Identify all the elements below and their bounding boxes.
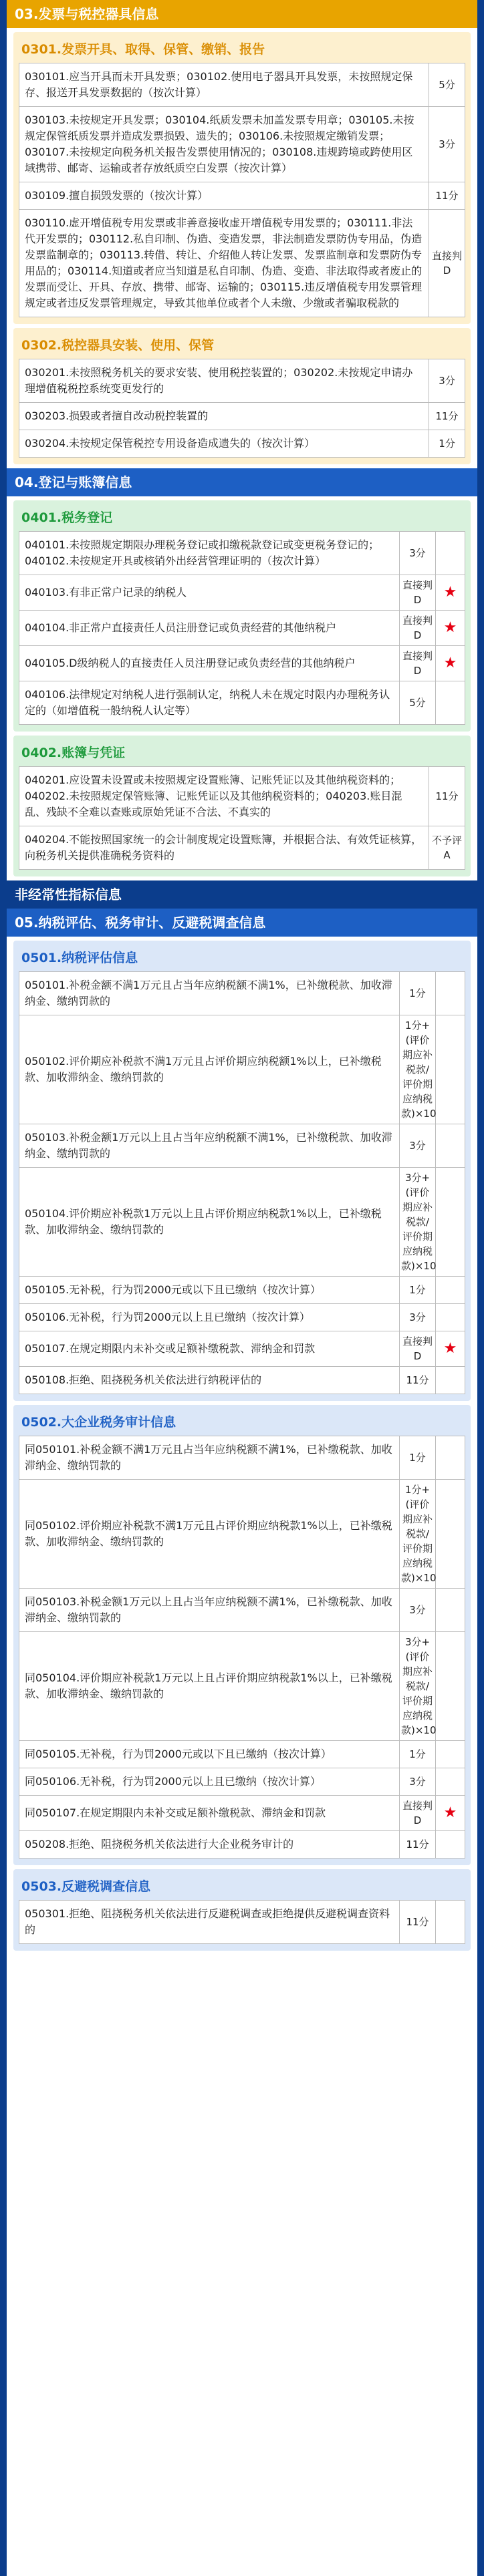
indicator-score: 3分: [400, 532, 436, 575]
star-icon: [436, 1901, 465, 1944]
section-0501: [13, 941, 471, 1401]
star-icon: [436, 532, 465, 575]
star-icon: [436, 1168, 465, 1277]
indicator-desc: 040204.不能按照国家统一的会计制度规定设置账簿，并根据合法、有效凭证核算，向税务机关提供准确税务资料的: [19, 826, 429, 870]
star-icon: ★: [436, 1331, 465, 1367]
table-row: [19, 63, 465, 107]
table-row: [19, 1015, 465, 1124]
indicator-score: 1分: [400, 1741, 436, 1768]
section-title-0301: 0301.发票开具、取得、保管、缴销、报告: [21, 42, 265, 57]
indicator-score: 3分+(评价期应补税款/评价期应纳税款)×10: [400, 1168, 436, 1277]
indicator-desc: 050108.拒绝、阻挠税务机关依法进行纳税评估的: [19, 1367, 400, 1394]
indicator-score: 1分: [400, 1277, 436, 1304]
table-row: [19, 1831, 465, 1859]
indicator-score: 3分: [429, 107, 465, 182]
indicator-desc: 030101.应当开具而未开具发票；030102.使用电子器具开具发票，未按照规定保存、报送开具发票数据的（按次计算）: [19, 63, 429, 107]
table-row: [19, 1589, 465, 1632]
star-icon: [436, 1589, 465, 1632]
indicator-desc: 同050105.无补税，行为罚2000元或以下且已缴纳（按次计算）: [19, 1741, 400, 1768]
indicator-table-0302: [19, 359, 465, 458]
indicator-desc: 030103.未按规定开具发票；030104.纸质发票未加盖发票专用章；030105.未按规定保管纸质发票并造成发票损毁、遗失的；030106.未按照规定缴销发票；030107.未按规定向税务机关报告发票使用情况的；030108.违规跨境或跨使用区域携带、邮寄、运输或者存放纸质空白发票（按次计算）: [19, 107, 429, 182]
star-icon: [436, 1741, 465, 1768]
star-icon: [436, 1124, 465, 1168]
star-icon: [436, 1436, 465, 1480]
indicator-score: 3分: [400, 1124, 436, 1168]
indicator-desc: 040101.未按照规定期限办理税务登记或扣缴税款登记或变更税务登记的；040102.未按规定开具或核销外出经营管理证明的（按次计算）: [19, 532, 400, 575]
content: [7, 0, 477, 2576]
indicator-score: 直接判D: [400, 575, 436, 611]
category-header-04: 04.登记与账簿信息: [7, 468, 477, 496]
indicator-desc: 050104.评价期应补税款1万元以上且占评价期应纳税款1%以上，已补缴税款、加收滞纳金、缴纳罚款的: [19, 1168, 400, 1277]
star-icon: [436, 972, 465, 1015]
table-row: [19, 107, 465, 182]
indicator-table-0402: [19, 766, 465, 870]
table-row: [19, 1632, 465, 1741]
table-row: [19, 532, 465, 575]
indicator-score: 直接判D: [400, 611, 436, 646]
indicator-desc: 030201.未按照税务机关的要求安装、使用税控装置的；030202.未按规定申请办理增值税税控系统变更发行的: [19, 359, 429, 403]
table-row: [19, 1124, 465, 1168]
indicator-table-0503: [19, 1900, 465, 1944]
star-icon: [436, 1304, 465, 1331]
star-icon: ★: [436, 1796, 465, 1831]
table-row: [19, 1901, 465, 1944]
section-0302: [13, 328, 471, 464]
table-row: [19, 767, 465, 826]
star-icon: ★: [436, 575, 465, 611]
indicator-desc: 040103.有非正常户记录的纳税人: [19, 575, 400, 611]
indicator-desc: 030109.擅自损毁发票的（按次计算）: [19, 182, 429, 210]
section-0402: [13, 736, 471, 876]
table-row: [19, 182, 465, 210]
indicator-table-0401: [19, 531, 465, 725]
section-0503: [13, 1869, 471, 1951]
table-row: [19, 575, 465, 611]
section-0401: [13, 500, 471, 732]
indicator-desc: 040106.法律规定对纳税人进行强制认定，纳税人未在规定时限内办理税务认定的（如增值税一般纳税人认定等）: [19, 681, 400, 725]
section-title-0402: 0402.账簿与凭证: [21, 746, 126, 760]
table-row: [19, 1741, 465, 1768]
star-icon: [436, 1367, 465, 1394]
indicator-score: 1分: [400, 972, 436, 1015]
table-row: [19, 826, 465, 870]
indicator-score: 1分: [429, 430, 465, 458]
indicator-score: 直接判D: [400, 1331, 436, 1367]
indicator-score: 直接判D: [400, 1796, 436, 1831]
section-0301: [13, 32, 471, 324]
indicator-score: 11分: [400, 1901, 436, 1944]
indicator-desc: 040105.D级纳税人的直接责任人员注册登记或负责经营的其他纳税户: [19, 646, 400, 681]
table-row: [19, 1796, 465, 1831]
indicator-score: 11分: [400, 1831, 436, 1859]
indicator-score: 3分: [400, 1304, 436, 1331]
indicator-desc: 050103.补税金额1万元以上且占当年应纳税额不满1%，已补缴税款、加收滞纳金、缴纳罚款的: [19, 1124, 400, 1168]
table-row: [19, 646, 465, 681]
indicator-desc: 050106.无补税，行为罚2000元以上且已缴纳（按次计算）: [19, 1304, 400, 1331]
indicator-score: 11分: [400, 1367, 436, 1394]
table-row: [19, 972, 465, 1015]
indicator-score: 1分+(评价期应补税款/评价期应纳税款)×10: [400, 1015, 436, 1124]
indicator-desc: 050208.拒绝、阻挠税务机关依法进行大企业税务审计的: [19, 1831, 400, 1859]
table-row: [19, 430, 465, 458]
table-row: [19, 1304, 465, 1331]
indicator-desc: 050102.评价期应补税款不满1万元且占评价期应纳税额1%以上，已补缴税款、加收滞纳金、缴纳罚款的: [19, 1015, 400, 1124]
indicator-table-0502: [19, 1436, 465, 1859]
indicator-desc: 050301.拒绝、阻挠税务机关依法进行反避税调查或拒绝提供反避税调查资料的: [19, 1901, 400, 1944]
indicator-desc: 030204.未按规定保管税控专用设备造成遗失的（按次计算）: [19, 430, 429, 458]
indicator-score: 3分: [400, 1589, 436, 1632]
indicator-table-0501: [19, 971, 465, 1394]
star-icon: [436, 1632, 465, 1741]
table-row: [19, 1277, 465, 1304]
indicator-desc: 050107.在规定期限内未补交或足额补缴税款、滞纳金和罚款: [19, 1331, 400, 1367]
table-row: [19, 611, 465, 646]
table-row: [19, 1331, 465, 1367]
indicator-score: 11分: [429, 767, 465, 826]
section-0502: [13, 1405, 471, 1865]
indicator-score: 5分: [400, 681, 436, 725]
section-title-0501: 0501.纳税评估信息: [21, 951, 138, 965]
indicator-desc: 040104.非正常户直接责任人员注册登记或负责经营的其他纳税户: [19, 611, 400, 646]
table-row: [19, 403, 465, 430]
star-icon: [436, 681, 465, 725]
category-header-nonregular: 非经常性指标信息: [7, 880, 477, 909]
indicator-desc: 同050103.补税金额1万元以上且占当年应纳税额不满1%，已补缴税款、加收滞纳金、缴纳罚款的: [19, 1589, 400, 1632]
category-header-03: 03.发票与税控器具信息: [7, 0, 477, 28]
table-row: [19, 210, 465, 317]
indicator-desc: 050101.补税金额不满1万元且占当年应纳税额不满1%，已补缴税款、加收滞纳金、缴纳罚款的: [19, 972, 400, 1015]
category-header-05: 05.纳税评估、税务审计、反避税调查信息: [7, 909, 477, 937]
section-title-0302: 0302.税控器具安装、使用、保管: [21, 338, 215, 353]
indicator-score: 5分: [429, 63, 465, 107]
table-row: [19, 1480, 465, 1589]
star-icon: ★: [436, 611, 465, 646]
indicator-score: 3分: [429, 359, 465, 403]
section-title-0503: 0503.反避税调查信息: [21, 1879, 151, 1894]
section-title-0401: 0401.税务登记: [21, 510, 113, 525]
indicator-desc: 同050104.评价期应补税款1万元以上且占评价期应纳税款1%以上，已补缴税款、加收滞纳金、缴纳罚款的: [19, 1632, 400, 1741]
table-row: [19, 1768, 465, 1796]
indicator-score: 11分: [429, 403, 465, 430]
indicator-desc: 030203.损毁或者擅自改动税控装置的: [19, 403, 429, 430]
indicator-desc: 040201.应设置未设置或未按照规定设置账簿、记账凭证以及其他纳税资料的；040202.未按照规定保管账簿、记账凭证以及其他纳税资料的；040203.账目混乱、残缺不全难以查账或原始凭证不合法、不真实的: [19, 767, 429, 826]
section-title-0502: 0502.大企业税务审计信息: [21, 1415, 176, 1430]
indicator-score: 3分+(评价期应补税款/评价期应纳税款)×10: [400, 1632, 436, 1741]
star-icon: [436, 1831, 465, 1859]
table-row: [19, 1436, 465, 1480]
indicator-score: 3分: [400, 1768, 436, 1796]
indicator-score: 1分: [400, 1436, 436, 1480]
indicator-table-0301: [19, 63, 465, 317]
indicator-desc: 同050101.补税金额不满1万元且占当年应纳税额不满1%，已补缴税款、加收滞纳金、缴纳罚款的: [19, 1436, 400, 1480]
indicator-desc: 同050107.在规定期限内未补交或足额补缴税款、滞纳金和罚款: [19, 1796, 400, 1831]
star-icon: ★: [436, 646, 465, 681]
table-row: [19, 359, 465, 403]
table-row: [19, 681, 465, 725]
star-icon: [436, 1480, 465, 1589]
table-row: [19, 1168, 465, 1277]
star-icon: [436, 1277, 465, 1304]
indicator-score: 直接判D: [429, 210, 465, 317]
indicator-score: 直接判D: [400, 646, 436, 681]
table-row: [19, 1367, 465, 1394]
indicator-score: 11分: [429, 182, 465, 210]
indicator-desc: 030110.虚开增值税专用发票或非善意接收虚开增值税专用发票的；030111.非法代开发票的；030112.私自印制、伪造、变造发票，非法制造发票防伪专用品，伪造发票监制章的；030113.转借、转让、介绍他人转让发票、发票监制章和发票防伪专用品的；030114.知道或者应当知道是私自印制、伪造、变造、非法取得或者废止的发票而受让、开具、存放、携带、邮寄、运输的；030115.违反增值税专用发票管理规定或者违反发票管理规定，导致其他单位或者个人未缴、少缴或者骗取税款的: [19, 210, 429, 317]
indicator-desc: 同050102.评价期应补税款不满1万元且占评价期应纳税款1%以上，已补缴税款、加收滞纳金、缴纳罚款的: [19, 1480, 400, 1589]
indicator-score: 不予评A: [429, 826, 465, 870]
star-icon: [436, 1768, 465, 1796]
star-icon: [436, 1015, 465, 1124]
indicator-score: 1分+(评价期应补税款/评价期应纳税款)×10: [400, 1480, 436, 1589]
indicator-desc: 同050106.无补税，行为罚2000元以上且已缴纳（按次计算）: [19, 1768, 400, 1796]
indicator-desc: 050105.无补税，行为罚2000元或以下且已缴纳（按次计算）: [19, 1277, 400, 1304]
